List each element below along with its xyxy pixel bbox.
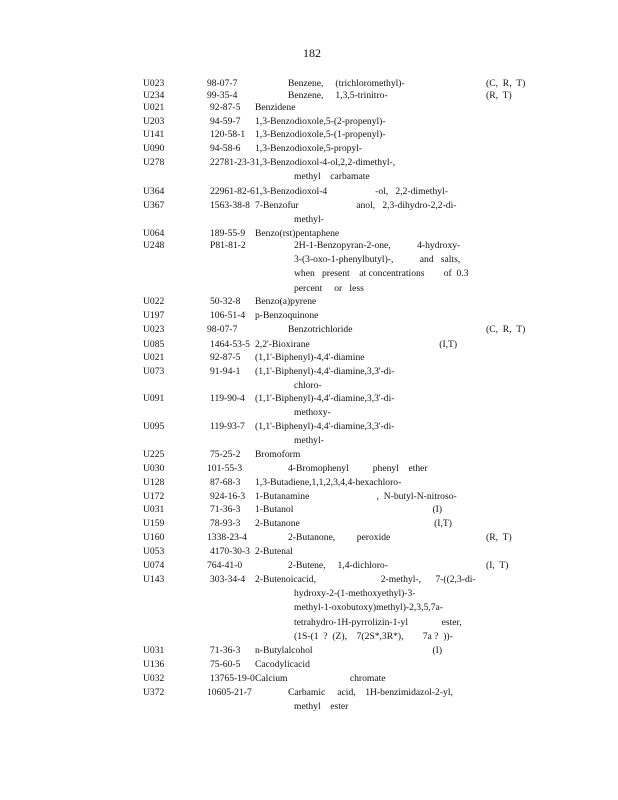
- cas-number: 91-94-1: [210, 366, 241, 377]
- waste-code: U364: [143, 186, 165, 197]
- substance-name: Carbamic acid, 1H-benzimidazol-2-yl,: [288, 687, 453, 698]
- waste-code: U136: [143, 659, 165, 670]
- cas-number: 22961-82-6: [210, 186, 255, 197]
- cas-number: 87-68-3: [210, 477, 241, 488]
- cas-number: 94-58-6: [210, 143, 241, 154]
- substance-name: 2H-1-Benzopyran-2-one, 4-hydroxy-: [294, 240, 461, 251]
- cas-number: 10605-21-7: [207, 687, 252, 698]
- substance-name-continued: when present at concentrations of 0.3: [294, 268, 469, 280]
- substance-name: (1,1'-Biphenyl)-4,4'-diamine,3,3'-di-: [255, 393, 395, 404]
- substance-name: Benzo(a)pyrene: [255, 296, 317, 307]
- waste-code: U022: [143, 296, 165, 307]
- waste-code: U234: [143, 90, 165, 101]
- substance-name: Benzo(rst)pentaphene: [255, 228, 340, 239]
- hazard-code: (R, T): [486, 532, 512, 543]
- substance-name: 2-Butene, 1,4-dichloro-: [288, 560, 388, 571]
- hazard-code: (I, T): [486, 560, 509, 571]
- page-number: 182: [303, 46, 321, 60]
- waste-code: U031: [143, 504, 165, 515]
- cas-number: 22781-23-3: [210, 157, 255, 168]
- cas-number: 75-25-2: [210, 449, 241, 460]
- cas-number: 98-07-7: [207, 324, 238, 335]
- substance-name: 4-Bromophenyl phenyl ether: [288, 463, 428, 474]
- waste-code: U023: [143, 78, 165, 89]
- substance-name: 2-Butenal: [255, 546, 293, 557]
- waste-code: U172: [143, 491, 165, 502]
- substance-name: (1,1'-Biphenyl)-4,4'-diamine,3,3'-di-: [255, 366, 395, 377]
- substance-name-continued: methoxy-: [294, 407, 331, 419]
- waste-code: U160: [143, 532, 165, 543]
- substance-name: 7-Benzofur anol, 2,3-dihydro-2,2-di-: [255, 200, 457, 211]
- waste-code: U128: [143, 477, 165, 488]
- cas-number: 92-87-5: [210, 352, 241, 363]
- cas-number: 75-60-5: [210, 659, 241, 670]
- substance-name-continued: methyl carbamate: [294, 171, 370, 183]
- substance-name-continued: methyl-1-oxobutoxy)methyl)-2,3,5,7a-: [294, 602, 443, 614]
- substance-name-continued: methyl-: [294, 435, 324, 447]
- waste-code: U141: [143, 129, 165, 140]
- cas-number: 764-41-0: [207, 560, 243, 571]
- substance-name-continued: 3-(3-oxo-1-phenylbutyl)-, and salts,: [294, 254, 461, 266]
- substance-name: 1,3-Benzodioxole,5-(1-propenyl)-: [255, 129, 386, 140]
- substance-name: 2-Butanone, peroxide: [288, 532, 391, 543]
- cas-number: 1563-38-8: [210, 200, 250, 211]
- substance-name: Benzene, 1,3,5-trinitro-: [288, 90, 388, 101]
- substance-name-continued: chloro-: [294, 380, 322, 392]
- substance-name-continued: hydroxy-2-(1-methoxyethyl)-3-: [294, 588, 416, 600]
- substance-name: 2-Butenoicacid, 2-methyl-, 7-((2,3-di-: [255, 574, 476, 585]
- waste-code: U073: [143, 366, 165, 377]
- waste-code: U032: [143, 673, 165, 684]
- hazard-code: (R, T): [486, 90, 512, 101]
- substance-name: p-Benzoquinone: [255, 310, 319, 321]
- waste-code: U095: [143, 421, 165, 432]
- substance-name-continued: methyl ester: [294, 701, 349, 713]
- substance-name: Bromoform: [255, 449, 301, 460]
- cas-number: 4170-30-3: [210, 546, 250, 557]
- cas-number: 1464-53-5: [210, 339, 250, 350]
- substance-name: 2,2'-Bioxirane (I,T): [255, 339, 458, 350]
- cas-number: 120-58-1: [210, 129, 246, 140]
- cas-number: 13765-19-0: [210, 673, 255, 684]
- substance-name-continued: methyl-: [294, 214, 324, 226]
- substance-name: Cacodylicacid: [255, 659, 310, 670]
- substance-name: 1-Butanol (I): [255, 504, 443, 515]
- waste-code: U278: [143, 157, 165, 168]
- cas-number: 119-90-4: [210, 393, 245, 404]
- waste-code: U225: [143, 449, 165, 460]
- hazard-code: (C, R, T): [486, 78, 526, 89]
- waste-code: U367: [143, 200, 165, 211]
- cas-number: 98-07-7: [207, 78, 238, 89]
- waste-code: U021: [143, 352, 165, 363]
- waste-code: U021: [143, 102, 165, 113]
- waste-code: U074: [143, 560, 165, 571]
- cas-number: 303-34-4: [210, 574, 246, 585]
- cas-number: 50-32-8: [210, 296, 241, 307]
- waste-code: U091: [143, 393, 165, 404]
- cas-number: 78-93-3: [210, 518, 241, 529]
- waste-code: U053: [143, 546, 165, 557]
- cas-number: P81-81-2: [210, 240, 246, 251]
- substance-name: 1,3-Butadiene,1,1,2,3,4,4-hexachloro-: [255, 477, 402, 488]
- waste-code: U143: [143, 574, 165, 585]
- substance-name: (1,1'-Biphenyl)-4,4'-diamine,3,3'-di-: [255, 421, 395, 432]
- substance-name: 2-Butanone (I,T): [255, 518, 452, 529]
- substance-name: Benzotrichloride: [288, 324, 353, 335]
- cas-number: 101-55-3: [207, 463, 243, 474]
- substance-name: Calcium chromate: [255, 673, 386, 684]
- substance-name-continued: tetrahydro-1H-pyrrolizin-1-yl ester,: [294, 616, 462, 628]
- hazard-code: (C, R, T): [486, 324, 526, 335]
- substance-name-continued: (1S-(1 ? (Z), 7(2S*,3R*), 7a ? ))-: [294, 630, 453, 642]
- substance-name: (1,1'-Biphenyl)-4,4'-diamine: [255, 352, 365, 363]
- waste-code: U030: [143, 463, 165, 474]
- cas-number: 92-87-5: [210, 102, 241, 113]
- cas-number: 99-35-4: [207, 90, 238, 101]
- cas-number: 106-51-4: [210, 310, 246, 321]
- waste-code: U203: [143, 116, 165, 127]
- cas-number: 94-59-7: [210, 116, 241, 127]
- waste-code: U031: [143, 645, 165, 656]
- cas-number: 71-36-3: [210, 645, 241, 656]
- substance-name: 1,3-Benzodioxol-4-ol,2,2-dimethyl-,: [255, 157, 396, 168]
- waste-code: U090: [143, 143, 165, 154]
- cas-number: 1338-23-4: [207, 532, 247, 543]
- substance-name: n-Butylalcohol (I): [255, 645, 443, 656]
- cas-number: 924-16-3: [210, 491, 246, 502]
- substance-name: Benzene, (trichloromethyl)-: [288, 78, 405, 89]
- waste-code: U023: [143, 324, 165, 335]
- waste-code: U372: [143, 687, 165, 698]
- cas-number: 119-93-7: [210, 421, 245, 432]
- waste-code: U197: [143, 310, 165, 321]
- waste-code: U064: [143, 228, 165, 239]
- substance-name: 1-Butanamine , N-butyl-N-nitroso-: [255, 491, 457, 502]
- substance-name: Benzidene: [255, 102, 296, 113]
- cas-number: 189-55-9: [210, 228, 246, 239]
- substance-name: 1,3-Benzodioxole,5-propyl-: [255, 143, 363, 154]
- substance-name: 1,3-Benzodioxol-4 -ol, 2,2-dimethyl-: [255, 186, 448, 197]
- cas-number: 71-36-3: [210, 504, 241, 515]
- waste-code: U085: [143, 339, 165, 350]
- substance-name: 1,3-Benzodioxole,5-(2-propenyl)-: [255, 116, 386, 127]
- waste-code: U248: [143, 240, 165, 251]
- substance-name-continued: percent or less: [294, 282, 364, 294]
- waste-code: U159: [143, 518, 165, 529]
